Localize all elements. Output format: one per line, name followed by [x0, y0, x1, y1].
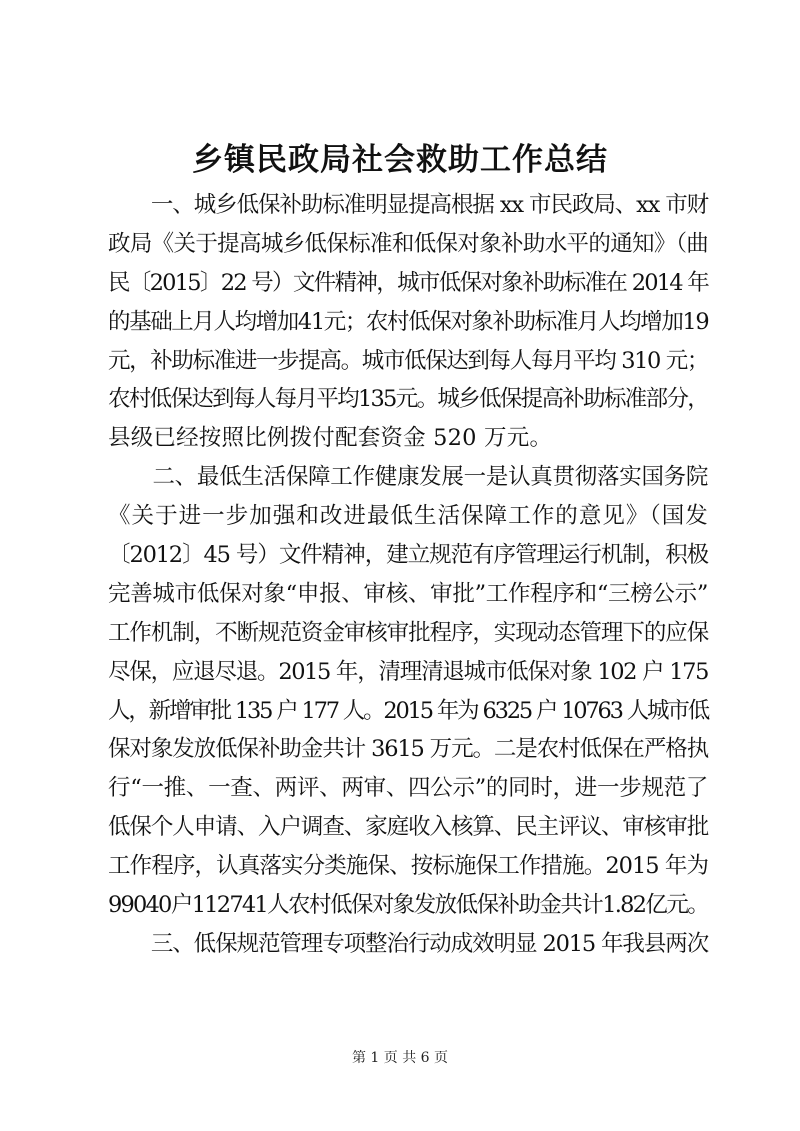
body-line: 保对象发放低保补助金共计 3615 万元。二是农村低保在严格执	[108, 736, 708, 763]
body-line: 二、最低生活保障工作健康发展一是认真贯彻落实国务院	[108, 464, 708, 491]
body-line: 工作机制，不断规范资金审核审批程序，实现动态管理下的应保	[108, 619, 708, 646]
body-line: 的基础上月人均增加41元；农村低保对象补助标准月人均增加19	[108, 308, 709, 335]
body-line: 〔2012〕45 号）文件精神，建立规范有序管理运行机制，积极	[108, 542, 708, 569]
body-line: 农村低保达到每人每月平均135元。城乡低保提高补助标准部分，	[108, 386, 708, 413]
page-footer: 第 1 页 共 6 页	[351, 1050, 449, 1066]
body-line: 民〔2015〕22 号）文件精神，城市低保对象补助标准在 2014 年	[108, 269, 708, 296]
body-line: 99040户112741人农村低保对象发放低保补助金共计1.82亿元。	[108, 892, 708, 919]
body-line: 政局《关于提高城乡低保标准和低保对象补助水平的通知》（曲	[108, 230, 708, 257]
body-line: 一、城乡低保补助标准明显提高根据 xx 市民政局、xx 市财	[108, 192, 708, 218]
body-line: 工作程序，认真落实分类施保、按标施保工作措施。2015 年为	[108, 853, 708, 880]
body-line: 行“一推、一查、两评、两审、四公示”的同时，进一步规范了	[108, 775, 708, 802]
document-title: 乡镇民政局社会救助工作总结	[192, 142, 608, 178]
body-line: 人，新增审批 135 户 177 人。2015 年为 6325 户 10763 人城市低	[108, 697, 708, 724]
body-line: 县级已经按照比例拨付配套资金 520 万元。	[108, 425, 553, 452]
body-line: 《关于进一步加强和改进最低生活保障工作的意见》（国发	[108, 503, 708, 530]
body-line: 尽保，应退尽退。2015 年，清理清退城市低保对象 102 户 175	[108, 658, 708, 685]
body-line: 低保个人申请、入户调查、家庭收入核算、民主评议、审核审批	[108, 814, 708, 841]
body-line: 元，补助标准进一步提高。城市低保达到每人每月平均 310 元；	[108, 347, 708, 374]
document-body	[108, 186, 708, 964]
body-line: 完善城市低保对象“申报、审核、审批”工作程序和“三榜公示”	[108, 580, 708, 607]
body-line: 三、低保规范管理专项整治行动成效明显 2015 年我县两次	[108, 930, 708, 957]
